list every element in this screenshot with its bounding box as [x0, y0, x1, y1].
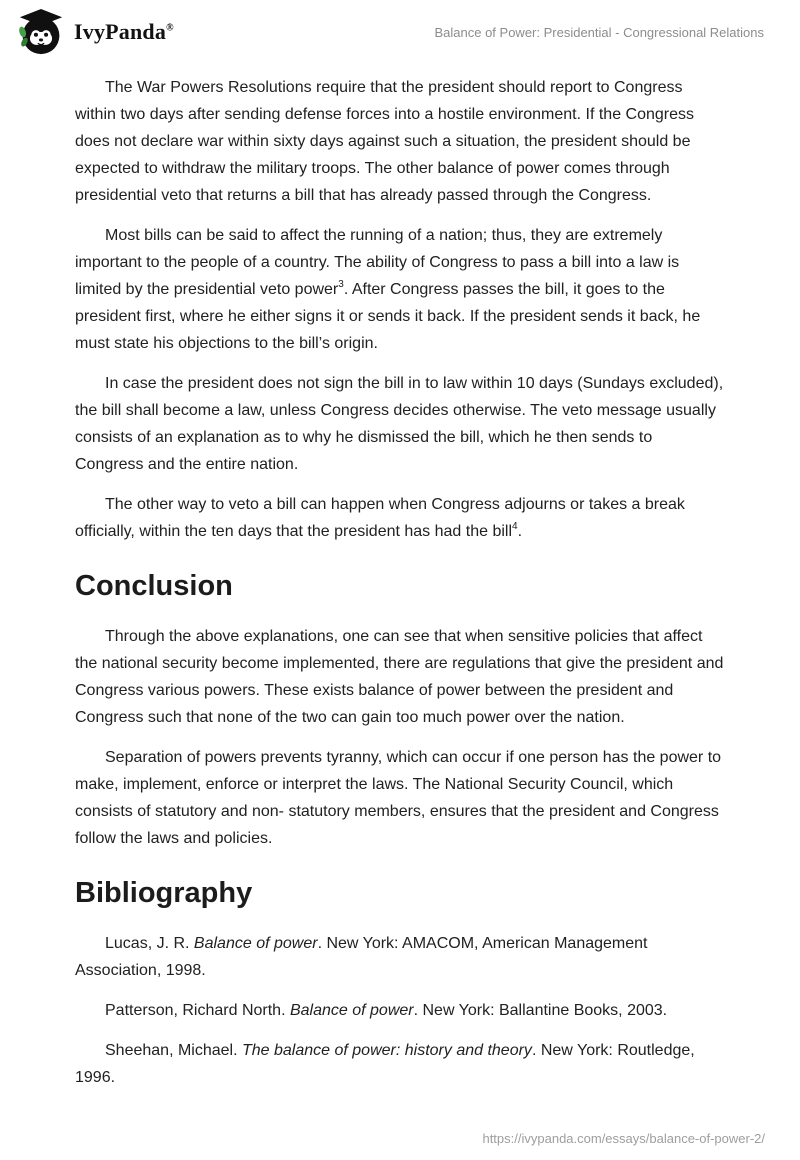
conclusion-heading: Conclusion — [75, 570, 233, 602]
document-title: Balance of Power: Presidential - Congressional Relations — [434, 24, 764, 40]
brand — [18, 8, 174, 56]
document-body — [0, 62, 800, 1091]
paragraph-text: The other way to veto a bill can happen when Congress adjourns or takes a break officially, within the ten days that the president has had the bill — [75, 496, 685, 540]
bib-publisher: . New York: Ballantine Books, 2003. — [413, 1001, 668, 1019]
bibliography-entry-lucas — [75, 930, 725, 984]
bib-title: The balance of power: history and theory — [241, 1041, 532, 1059]
footnote-ref-3: 3 — [338, 278, 344, 290]
page-header — [0, 0, 800, 62]
paragraph-most-bills — [75, 222, 725, 357]
brand-name-text: IvyPanda — [74, 19, 167, 44]
bib-author: Lucas, J. R. — [105, 934, 194, 952]
bib-title: Balance of power — [193, 934, 318, 952]
registered-mark: ® — [166, 22, 174, 34]
bibliography-heading: Bibliography — [75, 876, 253, 909]
source-url: https://ivypanda.com/essays/balance-of-power-2/ — [482, 1131, 765, 1146]
bib-author: Patterson, Richard North. — [105, 1001, 290, 1019]
bib-author: Sheehan, Michael. — [105, 1041, 242, 1059]
paragraph-text: . — [517, 523, 523, 540]
bib-publisher: . New York: Routledge, 1996. — [75, 1041, 695, 1086]
paragraph-text: . After Congress passes the bill, it goes to the president first, where he either signs it or sends it back. If the president sends it back, he must state his objections to the bill’s origin. — [75, 281, 701, 352]
footnote-ref-4: 4 — [512, 520, 518, 532]
brand-name — [74, 19, 174, 45]
paragraph-ten-days: In case the president does not sign the bill in to law within 10 days (Sundays excluded), the bill shall become a law, unless Congress decides otherwise. The veto message usually consists of an explanation as to why he dismissed the bill, which he then sends to Congress and the entire nation. — [75, 375, 724, 473]
bibliography-entry-patterson — [75, 997, 725, 1024]
paragraph-text: Most bills can be said to affect the running of a nation; thus, they are extremely important to the people of a country. The ability of Congress to pass a bill into a law is limited by the presidential veto power — [75, 227, 680, 298]
bib-title: Balance of power — [289, 1001, 414, 1019]
bibliography-entry-sheehan — [75, 1037, 725, 1091]
paragraph-conclusion-2: Separation of powers prevents tyranny, which can occur if one person has the power to make, implement, enforce or interpret the laws. The National Security Council, which consists of statutory and non- statutory members, ensures that the president and Congress follow the laws and policies. — [75, 748, 722, 847]
paragraph-war-powers: The War Powers Resolutions require that the president should report to Congress within two days after sending defense forces into a hostile environment. If the Congress does not declare war within sixty days against such a situation, the president should be expected to withdraw the military troops. The other balance of power comes through presidential veto that returns a bill that has already passed through the Congress. — [75, 79, 695, 204]
bib-publisher: . New York: AMACOM, American Management Association, 1998. — [75, 934, 648, 979]
paragraph-conclusion-1: Through the above explanations, one can see that when sensitive policies that affect the national security become implemented, there are regulations that give the president and Congress various powers. These exists balance of power between the president and Congress such that none of the two can gain too much power over the nation. — [75, 627, 724, 726]
paragraph-pocket-veto — [75, 491, 725, 545]
ivypanda-logo-icon — [18, 8, 64, 56]
